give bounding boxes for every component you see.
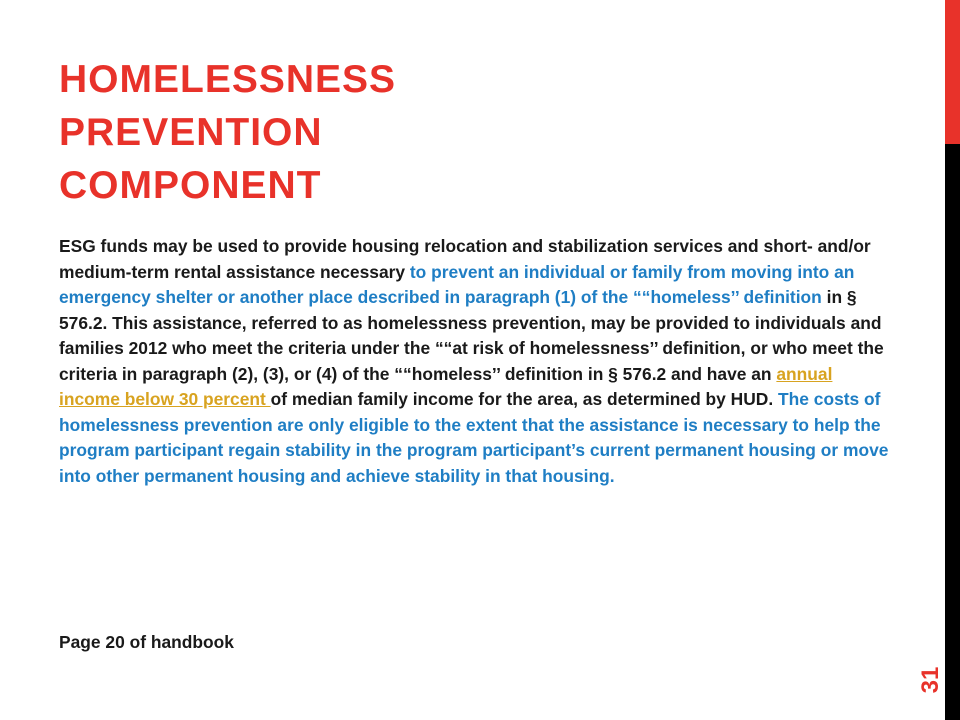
page-number: 31 [917,666,944,694]
income-threshold-link[interactable]: annual income below 30 percent [59,363,833,409]
side-accent-bar-red [945,0,960,144]
body-highlight-segment: to prevent an individual or family from moving into an emergency shelter or another place described in paragraph (1) of the ““homeless’’ definition [59,261,855,307]
side-accent-bar-black [945,144,960,720]
title-line: HOMELESSNESS [59,58,397,101]
title-line: PREVENTION [59,111,323,154]
body-text-segment: in § 576.2. This assistance, referred to as homelessness prevention, may be provided to individuals and families 2012 who meet the criteria under the ““at risk of homelessness’’ definition, or who meet the criteria in paragraph (2), (3), or (4) of the ““homeless’’ definition in § 576.2 and have an [59,287,884,384]
body-text-segment: of median family income for the area, as determined by HUD. [270,389,779,409]
body-text-segment: ESG funds may be used to provide housing relocation and stabilization services and short- and/or medium-term rental assistance necessary [59,236,871,282]
slide-title [59,53,759,212]
body-highlight-segment: The costs of homelessness prevention are only eligible to the extent that the assistance is necessary to help the program participant regain stability in the program participant’s current permanent housing or move into other permanent housing and achieve stability in that housing. [59,389,889,486]
handbook-reference: Page 20 of handbook [59,632,234,652]
body-paragraph [59,234,897,489]
title-line: COMPONENT [59,164,322,207]
